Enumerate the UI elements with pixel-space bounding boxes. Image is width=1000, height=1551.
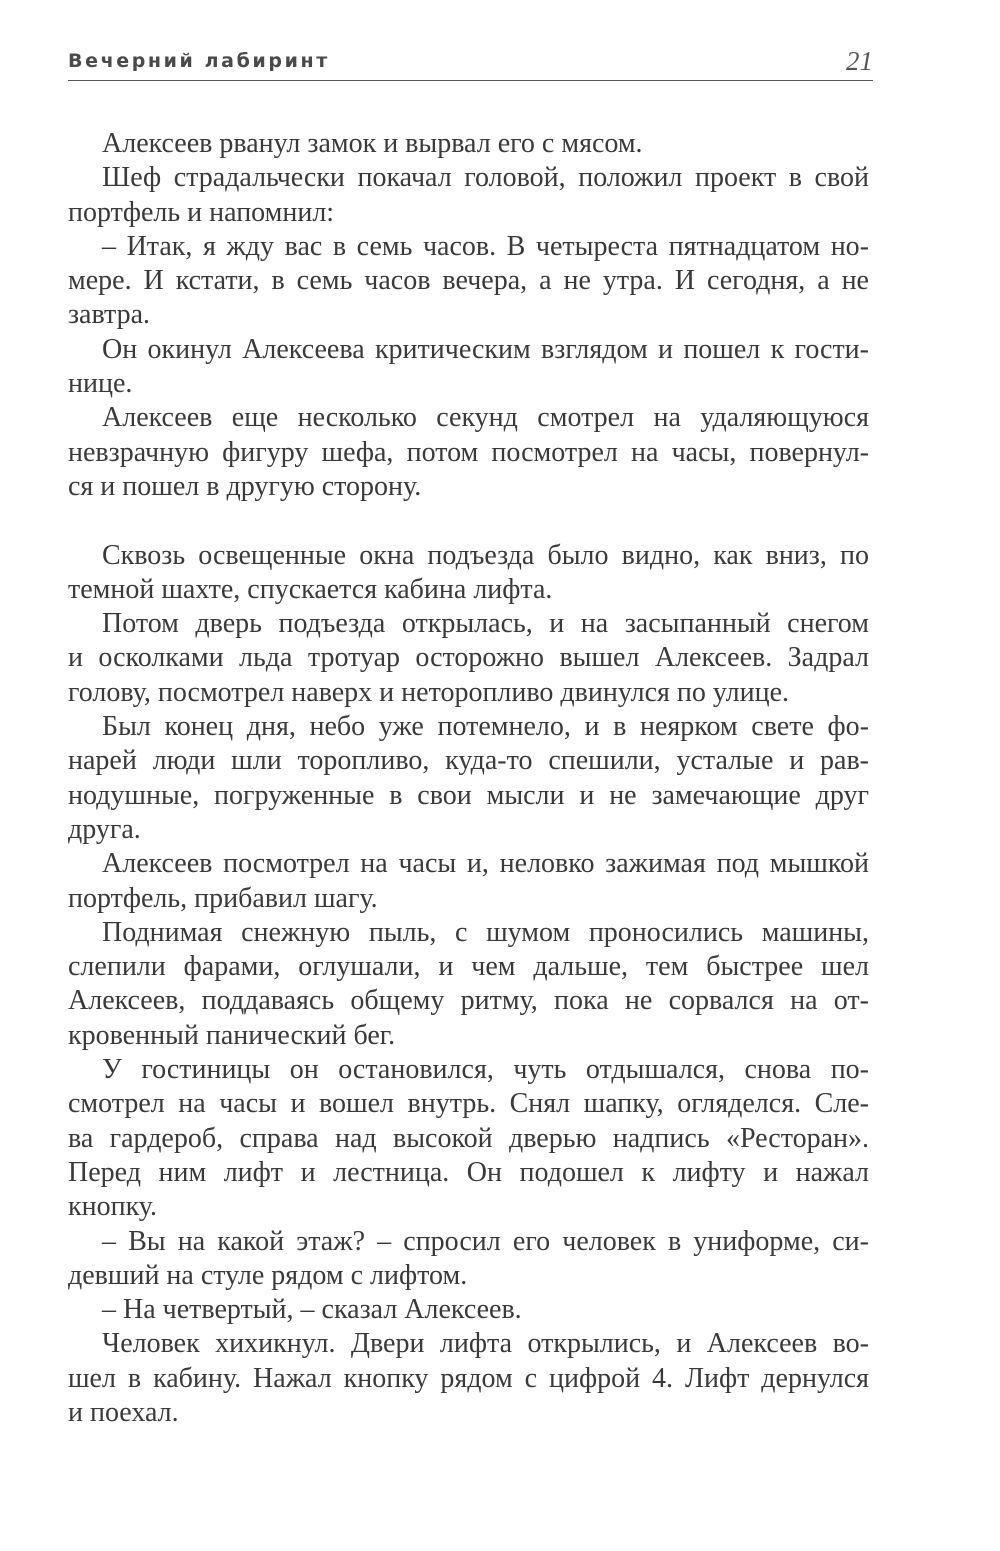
text-line: невзрачную фигуру шефа, потом посмотрел на часы, повернул-	[68, 436, 869, 468]
running-header	[68, 44, 873, 81]
text-line: ся и пошел в другую сторону.	[68, 470, 422, 502]
text-line: завтра.	[68, 299, 151, 331]
text-line: Сквозь освещенные окна подъезда было видно, как вниз, по	[102, 539, 869, 571]
text-line: Потом дверь подъезда открылась, и на засыпанный снегом	[102, 608, 869, 640]
body-text	[68, 127, 869, 1430]
text-line: Алексеев посмотрел на часы и, неловко зажимая под мышкой	[102, 848, 869, 880]
text-line: Перед ним лифт и лестница. Он подошел к лифту и нажал	[68, 1156, 869, 1188]
text-line: Был конец дня, небо уже потемнело, и в неярком свете фо-	[102, 711, 869, 743]
text-line: портфель и напомнил:	[68, 196, 335, 228]
text-line: и осколками льда тротуар осторожно вышел Алексеев. Задрал	[68, 642, 869, 674]
text-line: кнопку.	[68, 1191, 157, 1223]
text-line: – На четвертый, – сказал Алексеев.	[102, 1294, 522, 1326]
text-line: У гостиницы он остановился, чуть отдышался, снова по-	[102, 1054, 869, 1086]
text-line: Человек хихикнул. Двери лифта открылись, и Алексеев во-	[102, 1328, 869, 1360]
running-title: Вечерний лабиринт	[68, 50, 330, 72]
text-line: нодушные, погруженные в свои мысли и не замечающие друг	[68, 779, 869, 811]
text-line: Алексеев, поддаваясь общему ритму, пока не сорвался на от-	[68, 985, 869, 1017]
text-line: нице.	[68, 368, 133, 400]
text-line: Алексеев рванул замок и вырвал его с мясом.	[102, 128, 643, 159]
text-line: Шеф страдальчески покачал головой, положил проект в свой	[102, 162, 869, 194]
text-line: – Итак, я жду вас в семь часов. В четыреста пятнадцатом но-	[102, 230, 869, 262]
text-line: кровенный панический бег.	[68, 1019, 396, 1051]
text-line: друга.	[68, 813, 141, 845]
text-line: ва гардероб, справа над высокой дверью надпись «Ресторан».	[68, 1122, 869, 1154]
text-line: голову, посмотрел наверх и неторопливо двинулся по улице.	[68, 676, 790, 708]
text-line: мере. И кстати, в семь часов вечера, а не утра. И сегодня, а не	[68, 265, 869, 297]
text-line: и поехал.	[68, 1396, 179, 1428]
text-line: Алексеев еще несколько секунд смотрел на удаляющуюся	[102, 402, 869, 434]
text-line: нарей люди шли торопливо, куда-то спешили, усталые и рав-	[68, 745, 869, 777]
text-line: темной шахте, спускается кабина лифта.	[68, 573, 553, 605]
text-line: – Вы на какой этаж? – спросил его человек в униформе, си-	[102, 1225, 869, 1257]
text-line: портфель, прибавил шагу.	[68, 882, 378, 914]
text-line: Поднимая снежную пыль, с шумом проносились машины,	[102, 916, 869, 948]
text-line: шел в кабину. Нажал кнопку рядом с цифрой 4. Лифт дернулся	[68, 1362, 869, 1394]
text-line: смотрел на часы и вошел внутрь. Снял шапку, огляделся. Сле-	[68, 1088, 869, 1120]
text-line: слепили фарами, оглушали, и чем дальше, тем быстрее шел	[68, 951, 869, 983]
section-break	[68, 504, 869, 538]
text-line: Он окинул Алексеева критическим взглядом и пошел к гости-	[102, 333, 869, 365]
text-line: девший на стуле рядом с лифтом.	[68, 1259, 468, 1291]
page-number: 21	[846, 46, 873, 76]
